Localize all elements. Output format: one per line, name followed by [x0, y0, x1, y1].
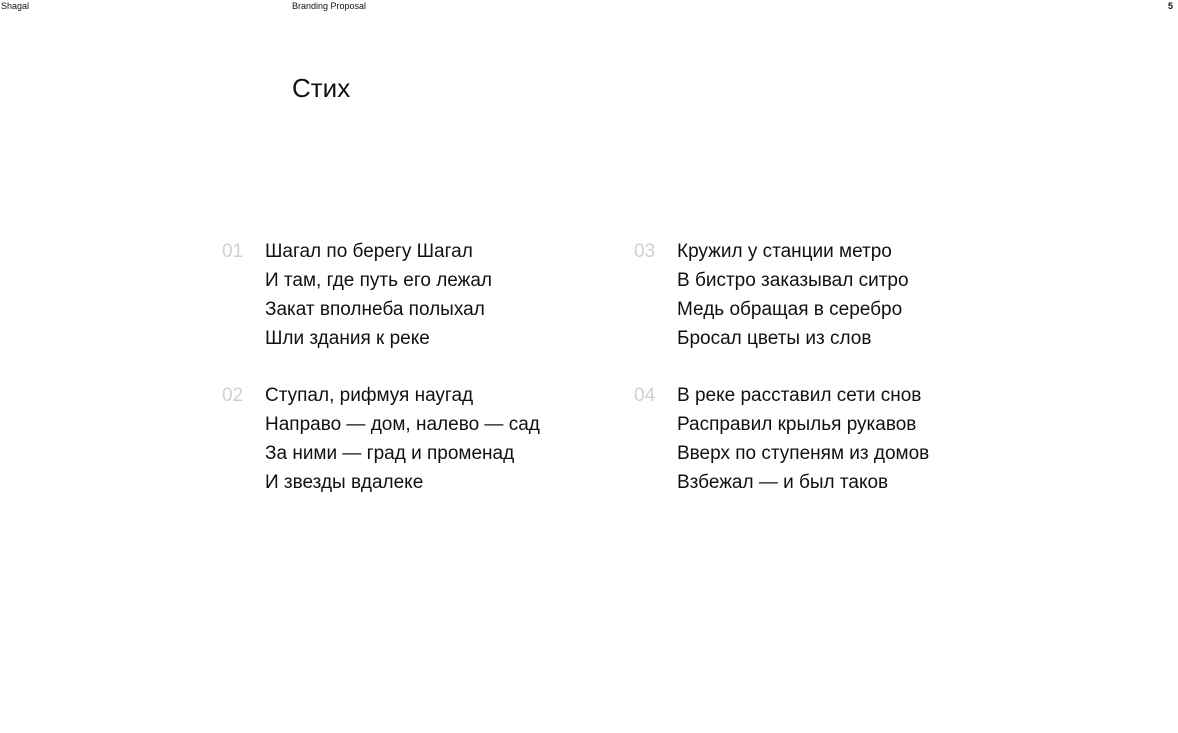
stanza-number: 03: [634, 241, 656, 262]
stanza-lines: [677, 381, 929, 497]
stanza-02: [222, 381, 582, 501]
stanza-01: [222, 237, 582, 357]
poem-line: Бросал цветы из слов: [677, 328, 872, 349]
stanza-number: 01: [222, 241, 244, 262]
stanza-03: [634, 237, 994, 357]
page-title: Стих: [292, 73, 351, 103]
poem-line: Закат вполнеба полыхал: [265, 299, 485, 320]
poem-line: За ними — град и променад: [265, 443, 515, 464]
poem-line: Шли здания к реке: [265, 328, 430, 349]
header-document-title: Branding Proposal: [292, 1, 367, 11]
poem-line: И звезды вдалеке: [265, 472, 424, 493]
stanza-04: [634, 381, 994, 501]
poem-line: Направо — дом, налево — сад: [265, 414, 540, 435]
stanza-number: 02: [222, 385, 244, 406]
poem-line: Ступал, рифмуя наугад: [265, 385, 474, 406]
poem-line: И там, где путь его лежал: [265, 270, 493, 291]
page-number: 5: [1167, 1, 1173, 11]
poem-line: В бистро заказывал ситро: [677, 270, 909, 291]
stanza-lines: [265, 237, 492, 353]
poem-line: Вверх по ступеням из домов: [677, 443, 930, 464]
poem-line: Расправил крылья рукавов: [677, 414, 917, 435]
stanza-lines: [677, 237, 909, 353]
poem-line: Кружил у станции метро: [677, 241, 892, 262]
poem-line: В реке расставил сети снов: [677, 385, 922, 406]
poem-line: Медь обращая в серебро: [677, 299, 903, 320]
stanza-number: 04: [634, 385, 656, 406]
poem-line: Шагал по берегу Шагал: [265, 241, 473, 262]
stanza-lines: [265, 381, 540, 497]
poem-line: Взбежал — и был таков: [677, 472, 889, 493]
header-brand: Shagal: [1, 1, 30, 11]
